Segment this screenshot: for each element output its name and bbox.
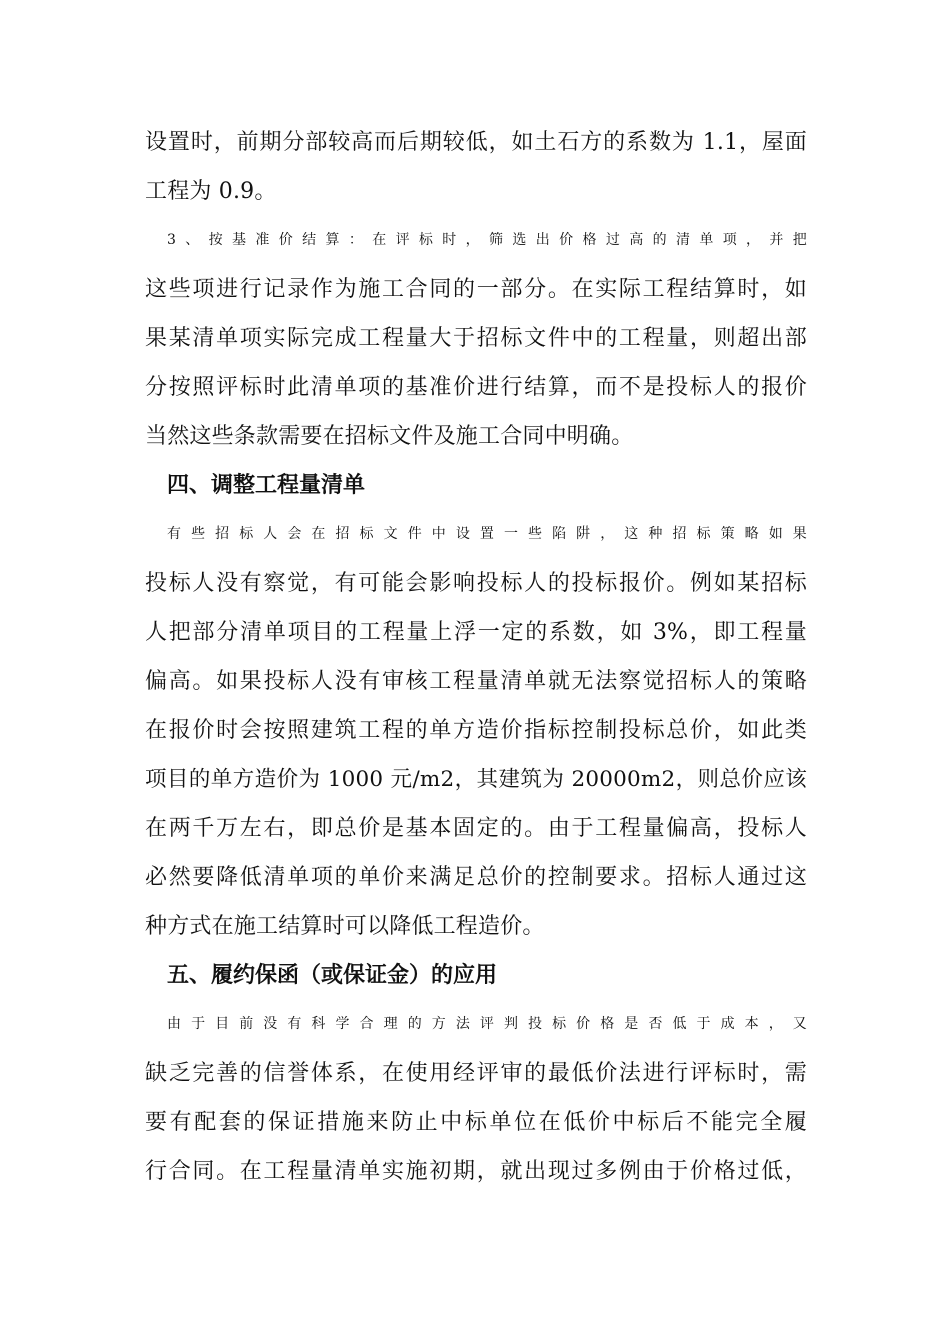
text-line: 种方式在施工结算时可以降低工程造价。: [145, 914, 545, 939]
text-line: 由于目前没有科学合理的方法评判投标价格是否低于成本，又: [167, 1016, 807, 1032]
text-line: 在两千万左右，即总价是基本固定的。由于工程量偏高，投标人: [145, 816, 807, 841]
heading-section-4: 四、调整工程量清单: [167, 472, 366, 498]
text-line: 当然这些条款需要在招标文件及施工合同中明确。: [145, 424, 634, 449]
text-line: 必然要降低清单项的单价来满足总价的控制要求。招标人通过这: [145, 865, 807, 890]
text-line: 分按照评标时此清单项的基准价进行结算，而不是投标人的报价: [145, 375, 807, 400]
text-line: 工程为 0.9。: [145, 179, 277, 204]
text-line: 项目的单方造价为 1000 元/m2，其建筑为 20000m2，则总价应该: [145, 767, 807, 792]
text-line: 在报价时会按照建筑工程的单方造价指标控制投标总价，如此类: [145, 718, 807, 743]
text-line: 3、按基准价结算：在评标时，筛选出价格过高的清单项，并把: [167, 232, 807, 248]
text-line: 果某清单项实际完成工程量大于招标文件中的工程量，则超出部: [145, 326, 807, 351]
text-line: 行合同。在工程量清单实施初期，就出现过多例由于价格过低，: [145, 1159, 807, 1184]
text-line: 设置时，前期分部较高而后期较低，如土石方的系数为 1.1，屋面: [145, 130, 807, 155]
document-body: [145, 118, 807, 1196]
heading-section-5: 五、履约保函（或保证金）的应用: [167, 962, 498, 988]
text-line: 投标人没有察觉，有可能会影响投标人的投标报价。例如某招标: [145, 571, 807, 596]
text-line: 这些项进行记录作为施工合同的一部分。在实际工程结算时，如: [145, 277, 807, 302]
para-continuation-coefficients: [145, 118, 807, 216]
text-line: 人把部分清单项目的工程量上浮一定的系数，如 3%，即工程量: [145, 620, 807, 645]
text-line: 缺乏完善的信誉体系，在使用经评审的最低价法进行评标时，需: [145, 1061, 807, 1086]
text-line: 要有配套的保证措施来防止中标单位在低价中标后不能完全履: [145, 1110, 807, 1135]
para-benchmark-settlement: [145, 216, 807, 461]
text-line: 偏高。如果投标人没有审核工程量清单就无法察觉招标人的策略: [145, 669, 807, 694]
para-performance-bond: [145, 1000, 807, 1196]
text-line: 有些招标人会在招标文件中设置一些陷阱，这种招标策略如果: [167, 526, 807, 542]
para-quantity-trap: [145, 510, 807, 951]
